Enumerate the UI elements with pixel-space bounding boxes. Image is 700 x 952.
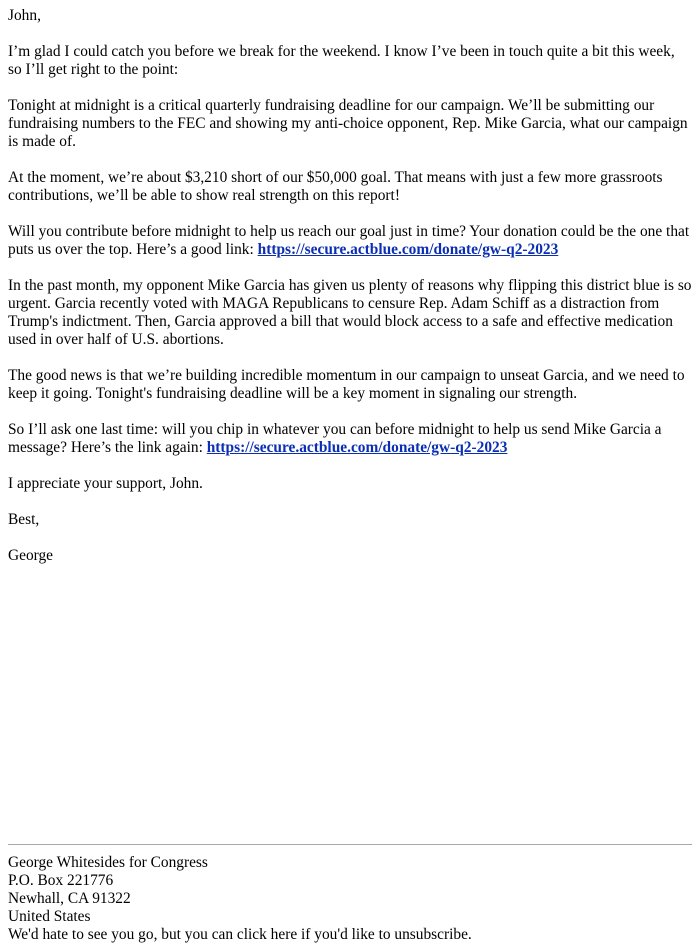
paragraph-momentum: The good news is that we’re building incredible momentum in our campaign to unseat Garcia, and we need to keep it going. Tonight's fundraising deadline will be a key moment in signaling our strength. <box>8 367 685 402</box>
footer-address-line1: P.O. Box 221776 <box>8 872 114 889</box>
email-body <box>8 7 692 583</box>
paragraph-goal: At the moment, we’re about $3,210 short of our $50,000 goal. That means with just a few more grassroots contributions, we’ll be able to show real strength on this report! <box>8 169 663 204</box>
footer-divider <box>8 844 692 845</box>
footer-country: United States <box>8 908 91 925</box>
paragraph-final-ask <box>8 421 692 457</box>
paragraph-deadline: Tonight at midnight is a critical quarterly fundraising deadline for our campaign. We’ll be submitting our fundraising numbers to the FEC and showing my anti-choice opponent, Rep. Mike Garcia, what our campaign is made of. <box>8 97 688 150</box>
paragraph-opponent: In the past month, my opponent Mike Garcia has given us plenty of reasons why flipping this district blue is so urgent. Garcia recently voted with MAGA Republicans to censure Rep. Adam Schiff as a distraction from Trump's indictment. Then, Garcia approved a bill that would block access to a safe and effective medication used in over half of U.S. abortions. <box>8 277 692 348</box>
paragraph-ask-text: Will you contribute before midnight to help us reach our goal just in time? Your donation could be the one that puts us over the top. Here’s a good link: <box>8 223 690 258</box>
signature: George <box>8 547 54 564</box>
unsubscribe-text[interactable]: We'd hate to see you go, but you can click here if you'd like to unsubscribe. <box>8 926 472 943</box>
paragraph-intro: I’m glad I could catch you before we break for the weekend. I know I’ve been in touch quite a bit this week, so I’ll get right to the point: <box>8 43 675 78</box>
paragraph-appreciation: I appreciate your support, John. <box>8 475 203 492</box>
footer <box>8 854 692 944</box>
paragraph-final-ask-text: So I’ll ask one last time: will you chip in whatever you can before midnight to help us send Mike Garcia a message? Here’s the link again: <box>8 421 662 456</box>
donate-link-again[interactable]: https://secure.actblue.com/donate/gw-q2-2023 <box>206 439 508 456</box>
greeting: John, <box>8 7 41 24</box>
donate-link[interactable]: https://secure.actblue.com/donate/gw-q2-2023 <box>257 241 559 258</box>
paragraph-ask <box>8 223 692 259</box>
footer-address-line2: Newhall, CA 91322 <box>8 890 131 907</box>
footer-org: George Whitesides for Congress <box>8 854 208 871</box>
signoff: Best, <box>8 511 40 528</box>
